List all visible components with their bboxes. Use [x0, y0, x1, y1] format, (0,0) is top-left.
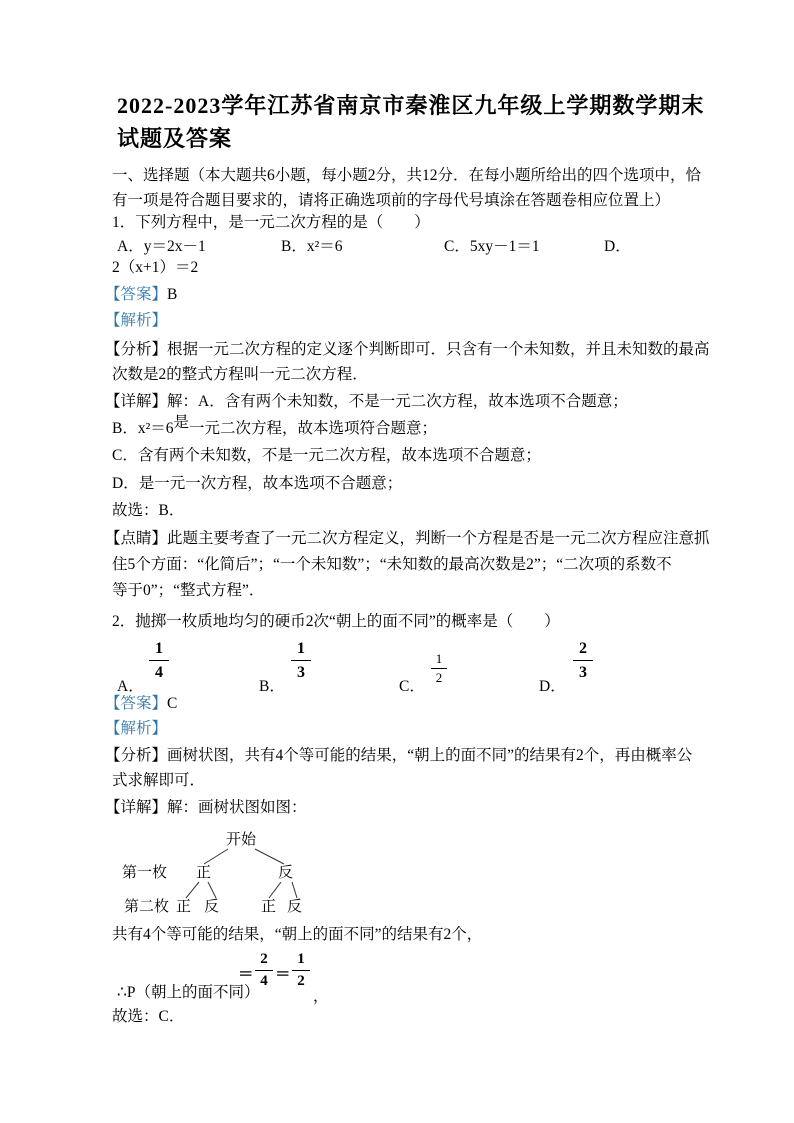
tree-row2-label: 第二枚 [124, 899, 170, 915]
q1-answer-line [105, 285, 177, 304]
formula-fraction-2-4 [255, 950, 273, 991]
fraction-denominator: 4 [260, 973, 268, 989]
q1-option-b: B．x²＝6 [281, 238, 343, 255]
q2-probability-formula [117, 948, 417, 1005]
tree-level1-node-zheng: 正 [196, 865, 212, 881]
fraction-numerator: 1 [292, 950, 310, 971]
fraction-numerator: 2 [573, 638, 593, 661]
tree-level1-node-fan: 反 [278, 865, 294, 881]
q1-jiexi-label: 【解析】 [105, 312, 168, 329]
q2-fenxi-line2: 式求解即可． [112, 772, 206, 789]
q1-xiangjie-line3: C．含有两个未知数，不是一元二次方程，故本选项不合题意； [112, 447, 541, 464]
q2-option-a-fraction [149, 638, 169, 683]
q1-dianjing-line1: 【点睛】此题主要考查了一元二次方程定义，判断一个方程是否是一元二次方程应注意抓 [105, 530, 710, 547]
q2-option-d-fraction [573, 638, 593, 683]
section-intro-line1: 一、选择题（本大题共6小题，每小题2分，共12分．在每小题所给出的四个选项中，恰 [112, 167, 702, 184]
fraction-numerator: 1 [291, 638, 311, 661]
tree-level2-node-2: 反 [204, 899, 220, 915]
fraction-denominator: 4 [155, 664, 163, 681]
q2-answer-label: 【答案】 [105, 695, 168, 712]
tree-level2-node-1: 正 [176, 899, 192, 915]
q1-option-c: C．5xy－1＝1 [444, 238, 540, 255]
q1-option-d-continuation: 2（x+1）＝2 [112, 259, 199, 276]
q1-xiangjie-b-post: 一元二次方程，故本选项符合题意； [189, 420, 438, 437]
q2-answer-value: C [167, 695, 178, 712]
q1-option-d: D． [604, 238, 631, 255]
fraction-numerator: 1 [431, 651, 447, 669]
q2-option-d-letter: D． [539, 678, 566, 695]
q1-dianjing-line2: 住5个方面：“化简后”；“一个未知数”；“未知数的最高次数是2”；“二次项的系数不 [112, 556, 672, 573]
q2-option-b-letter: B． [259, 678, 285, 695]
q2-option-c-fraction [431, 651, 447, 686]
q1-xiangjie-b-raised: 是 [173, 414, 190, 431]
equals-sign: ＝ [275, 966, 291, 983]
fraction-denominator: 2 [435, 670, 443, 685]
q2-option-b-fraction [291, 638, 311, 683]
section-intro-line2: 有一项是符合题目要求的，请将正确选项前的字母代号填涂在答题卷相应位置上） [112, 192, 671, 209]
q1-stem: 1．下列方程中，是一元二次方程的是（ ） [112, 214, 430, 231]
q2-option-c-letter: C． [399, 678, 425, 695]
q1-xiangjie-b-pre: B．x²＝6 [112, 420, 174, 437]
fraction-denominator: 3 [297, 664, 305, 681]
q2-option-a-letter: A． [117, 678, 144, 695]
q2-conclusion: 故选：C． [112, 1008, 185, 1025]
fraction-denominator: 3 [579, 664, 587, 681]
q1-fenxi-line2: 次数是2的整式方程叫一元二次方程． [112, 366, 368, 383]
q1-xiangjie-line1: 【详解】解：A．含有两个未知数，不是一元二次方程，故本选项不合题意； [105, 393, 628, 410]
formula-comma: ， [313, 988, 329, 1005]
formula-prefix: ∴P（朝上的面不同） [117, 984, 260, 1001]
document-title-line2: 试题及答案 [117, 126, 233, 151]
q1-fenxi-line1: 【分析】根据一元二次方程的定义逐个判断即可．只含有一个未知数，并且未知数的最高 [105, 341, 710, 358]
q2-stem: 2．抛掷一枚质地均匀的硬币2次“朝上的面不同”的概率是（ ） [112, 613, 560, 630]
equals-sign: ＝ [238, 966, 254, 983]
q2-result-line: 共有4个等可能的结果，“朝上的面不同”的结果有2个， [112, 926, 483, 943]
fraction-denominator: 2 [297, 973, 305, 989]
q1-xiangjie-line4: D．是一元一次方程，故本选项不合题意； [112, 475, 403, 492]
q2-answer-line [105, 694, 177, 713]
q1-answer-label: 【答案】 [105, 286, 168, 303]
q2-xiangjie-line: 【详解】解：画树状图如图： [105, 799, 307, 816]
tree-level2-node-4: 反 [287, 899, 303, 915]
q2-jiexi-label: 【解析】 [105, 720, 168, 737]
fraction-numerator: 2 [255, 950, 273, 971]
q1-xiangjie-line2 [112, 414, 438, 438]
fraction-numerator: 1 [149, 638, 169, 661]
q2-fenxi-line1: 【分析】画树状图，共有4个等可能的结果，“朝上的面不同”的结果有2个，再由概率公 [105, 747, 693, 764]
tree-root-node: 开始 [226, 832, 257, 848]
tree-row1-label: 第一枚 [122, 865, 168, 881]
q1-dianjing-line3: 等于0”；“整式方程”． [112, 582, 265, 599]
document-title-line1: 2022-2023学年江苏省南京市秦淮区九年级上学期数学期末 [117, 93, 705, 118]
q1-option-a: A．y＝2x－1 [117, 238, 206, 255]
tree-level2-node-3: 正 [261, 899, 277, 915]
q1-conclusion: 故选：B． [112, 502, 185, 519]
q1-answer-value: B [167, 286, 178, 303]
formula-fraction-1-2 [292, 950, 310, 991]
